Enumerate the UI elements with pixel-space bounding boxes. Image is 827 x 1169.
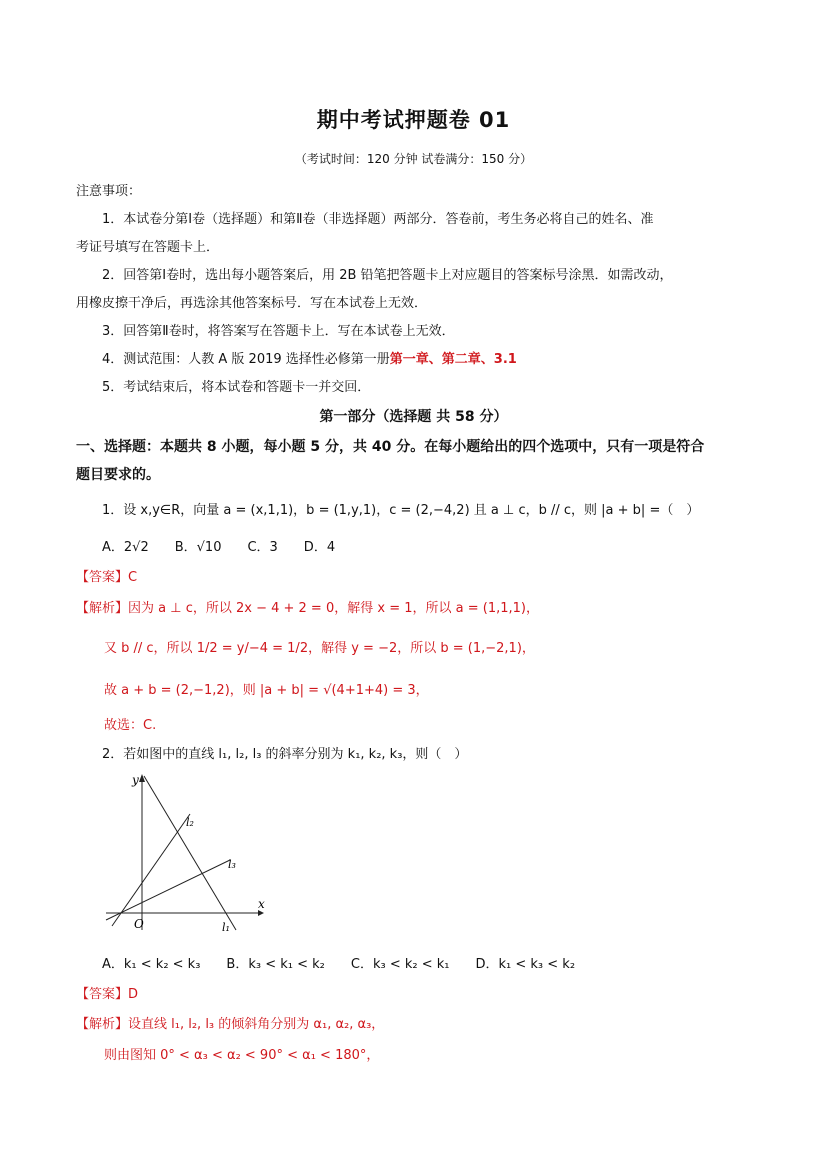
line-l3 — [106, 860, 230, 920]
line-l2 — [112, 814, 190, 926]
question-2-options: A．k₁ < k₂ < k₃ B．k₃ < k₁ < k₂ C．k₃ < k₂ < k₁ D．k₁ < k₃ < k₂ — [102, 957, 576, 972]
notice-line-scope — [102, 348, 517, 367]
question-1-stem: 1．设 x,y∈R，向量 a = (x,1,1)，b = (1,y,1)，c = (2,−4,2) 且 a ⊥ c，b // c，则 |a + b| =（ ） — [102, 503, 700, 518]
analysis-label: 【解析】 — [76, 601, 129, 616]
question-1-answer — [76, 566, 137, 585]
notice-line: 5．考试结束后，将本试卷和答题卡一并交回． — [102, 380, 371, 395]
line-l3-label: l₃ — [228, 858, 236, 871]
analysis-line: 设直线 l₁, l₂, l₃ 的倾斜角分别为 α₁, α₂, α₃， — [128, 1017, 385, 1032]
notice-line: 1．本试卷分第Ⅰ卷（选择题）和第Ⅱ卷（非选择题）两部分．答卷前，考生务必将自己的姓名、准 — [102, 212, 654, 227]
lines-figure — [98, 768, 268, 940]
question-1-options: A．2√2 B．√10 C．3 D．4 — [102, 540, 336, 555]
notice-scope-highlight: 第一章、第二章、3.1 — [389, 352, 517, 367]
question-2-answer — [76, 983, 138, 1002]
notice-heading: 注意事项： — [76, 184, 142, 199]
page-title: 期中考试押题卷 01 — [316, 108, 511, 132]
analysis-line: 故选：C. — [104, 718, 157, 733]
line-l1 — [144, 776, 236, 930]
notice-line: 考证号填写在答题卡上． — [76, 240, 220, 255]
analysis-line: 故 a + b = (2,−1,2)，则 |a + b| = √(4+1+4) = 3， — [104, 683, 429, 698]
answer-value: C — [128, 570, 138, 585]
y-axis-arrow — [139, 774, 145, 782]
notice-line: 2．回答第Ⅰ卷时，选出每小题答案后，用 2B 铅笔把答题卡上对应题目的答案标号涂黑．如需改动， — [102, 268, 673, 283]
analysis-line: 又 b // c，所以 1/2 = y/−4 = 1/2，解得 y = −2，所以 b = (1,−2,1)， — [104, 641, 535, 656]
origin-label: O — [134, 917, 144, 931]
line-l1-label: l₁ — [222, 921, 230, 934]
question-2-stem: 2．若如图中的直线 l₁, l₂, l₃ 的斜率分别为 k₁, k₂, k₃，则（ ） — [102, 747, 468, 762]
answer-label: 【答案】 — [76, 570, 129, 585]
question-2-analysis — [76, 1013, 384, 1032]
notice-line: 用橡皮擦干净后，再选涂其他答案标号．写在本试卷上无效． — [76, 296, 428, 311]
analysis-line: 则由图知 0° < α₃ < α₂ < 90° < α₁ < 180°， — [104, 1048, 380, 1063]
analysis-label: 【解析】 — [76, 1017, 129, 1032]
x-axis-label: x — [258, 897, 265, 911]
analysis-line: 因为 a ⊥ c，所以 2x − 4 + 2 = 0，解得 x = 1，所以 a = (1,1,1)， — [128, 601, 539, 616]
answer-label: 【答案】 — [76, 987, 129, 1002]
section-intro: 一、选择题：本题共 8 小题，每小题 5 分，共 40 分。在每小题给出的四个选项中，只有一项是符合 — [76, 439, 705, 455]
exam-info: （考试时间：120 分钟 试卷满分：150 分） — [294, 152, 533, 166]
notice-scope-text: 4．测试范围：人教 A 版 2019 选择性必修第一册 — [102, 352, 390, 367]
question-1-analysis — [76, 597, 539, 616]
y-axis-label: y — [132, 773, 139, 787]
section-title: 第一部分（选择题 共 58 分） — [319, 409, 508, 425]
answer-value: D — [128, 987, 139, 1002]
notice-line: 3．回答第Ⅱ卷时，将答案写在答题卡上．写在本试卷上无效． — [102, 324, 455, 339]
line-l2-label: l₂ — [186, 816, 194, 829]
section-intro: 题目要求的。 — [76, 467, 160, 483]
